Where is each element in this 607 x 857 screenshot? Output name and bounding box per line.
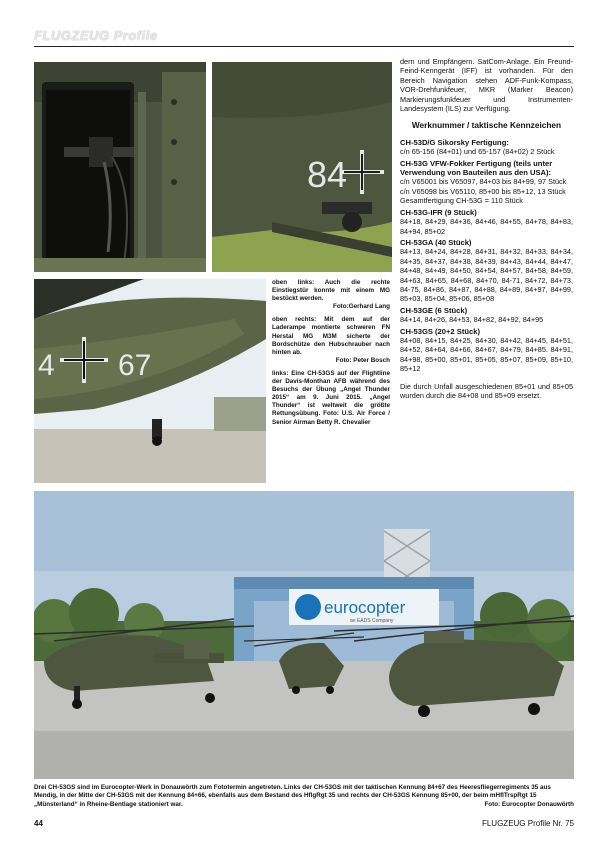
- helicopter-door-gun-icon: [34, 62, 206, 272]
- gs-text: 84+08, 84+15, 84+25, 84+30, 84+42, 84+45, 84+51, 84+52, 84+64, 84+66, 84+67, 84+79, 84+85. 84+91, 84+98, 85+00, 85+01, 85+05, 85+07, 85+09, 85+10, 85+12: [400, 335, 573, 374]
- ifr-text: 84+18, 84+29, 84+36, 84+46, 84+55, 84+78, 84+83, 84+94, 85+02: [400, 217, 573, 236]
- photo-davis-monthan: [34, 279, 266, 483]
- vfw-line-2: c/n V65098 bis V65110, 85+00 bis 85+12, 13 Stück: [400, 186, 566, 196]
- vfw-total: Gesamtfertigung CH-53G = 110 Stück: [400, 196, 523, 206]
- page-footer: [34, 819, 574, 831]
- photo-door-gun: [34, 62, 206, 272]
- caption-left: links: Eine CH-53GS auf der Flightline der Davis-Monthan AFB während des Besuchs der Übung „Angel Thunder 2015“ am 9. Juni 2015. „Angel Thunder“ ist weltweit die größte Rettungsübung. Foto: U.S. Air Force / Senior Airman Betty R. Chevalier: [272, 369, 391, 426]
- photo-eurocopter-hangar: [34, 491, 574, 779]
- intro-paragraph: dern und Empfängern. SatCom-Anlage. Ein Freund-Feind-Kenngerät (IFF) ist vorhanden. Für den Bereich Navigation stehen ADF-Funk-Kompass, VOR-Drehfunkfeuer, MKR (Marker Beacon) Markierungsfunkfeuer und Instrumenten-Landesystem (ILS) zur Verfügung.: [400, 57, 573, 114]
- section-heading: Werknummer / taktische Kennzeichen: [411, 120, 562, 131]
- eurocopter-sign: eurocopter: [324, 598, 406, 617]
- tail-marking: 84: [307, 154, 348, 195]
- sikorsky-title: CH-53D/G Sikorsky Fertigung:: [400, 137, 509, 147]
- page-number: 44: [34, 819, 43, 828]
- closing-paragraph: Die durch Unfall ausgeschiedenen 85+01 und 85+05 wurden durch die 84+08 und 85+09 ersetzt.: [400, 381, 573, 400]
- photo-captions: [272, 279, 390, 432]
- ga-title: CH-53GA (40 Stück): [400, 237, 472, 247]
- eurocopter-hangar-icon: [34, 491, 574, 779]
- gs-title: CH-53GS (20+2 Stück): [400, 326, 480, 336]
- helicopter-tail-boom-icon: [212, 62, 392, 272]
- ifr-title: CH-53G-IFR (9 Stück): [400, 207, 477, 217]
- sikorsky-text: c/n 65-156 (84+01) und 65-157 (84+02) 2 Stück: [400, 147, 555, 157]
- photo-tail-boom: [212, 62, 392, 272]
- vfw-line-1: c/n V65001 bis V65097, 84+03 bis 84+99, 97 Stück: [400, 177, 567, 187]
- svg-text:an EADS Company: an EADS Company: [350, 618, 394, 624]
- bottom-photo-caption: Drei CH-53GS sind im Eurocopter-Werk in Donauwörth zum Fototermin angetreten. Links der CH-53GS mit der taktischen Kennung 84+67 des Heeresfliegerregiments 35 aus Mendig, in der Mitte der CH-53GS mit der Kennung 84+66, ebenfalls aus dem Bestand des HflgRgt 35 und rechts der CH-53GS Kennung 85+00, der beim mHflTrspRgt 15 „Münsterland“ in Rheine-Bentlage stationiert war. Foto: Eurocopter Donauwörth: [34, 784, 574, 808]
- bottom-photo-credit: Foto: Eurocopter Donauwörth: [484, 800, 574, 808]
- magazine-issue: FLUGZEUG Profile Nr. 75: [481, 819, 574, 828]
- ge-title: CH-53GE (6 Stück): [400, 305, 468, 315]
- page-header: [34, 28, 574, 47]
- caption-top-right: oben rechts: Mit dem auf der Laderampe montierte schweren FN Herstal MG M3M sicherte der Bordschütze den Hubschrauber nach hinten ab. Foto: Peter Bosch: [272, 316, 390, 364]
- svg-text:67: 67: [118, 349, 152, 382]
- vfw-title: CH-53G VFW-Fokker Fertigung (teils unter Verwendung von Bauteilen aus den USA):: [400, 158, 553, 178]
- caption-top-left: oben links: Auch die rechte Einstiegstür konnte mit einem MG bestückt werden. Foto:Gerhard Lang: [272, 279, 390, 311]
- magazine-title: FLUGZEUG Profile: [34, 28, 158, 43]
- svg-text:4: 4: [38, 349, 55, 382]
- text-column: [400, 57, 573, 400]
- ge-text: 84+14, 84+26, 84+53, 84+82, 84+92, 84+95: [400, 315, 544, 325]
- helicopter-flight-icon: [34, 279, 266, 483]
- ga-text: 84+13, 84+24, 84+28, 84+31, 84+32, 84+33, 84+34, 84+35, 84+37, 84+38, 84+39, 84+43, 84+44, 84+47, 84+48, 84+49, 84+50, 84+54, 84+57, 84+58, 84+59, 84+63, 84+65, 84+68, 84+70, 84-71, 84+72, 84+73, 84-75, 84+86, 84+87, 84+88, 84+89, 84+97, 84+99, 85+03, 85+04, 85+06, 85+08: [400, 247, 573, 304]
